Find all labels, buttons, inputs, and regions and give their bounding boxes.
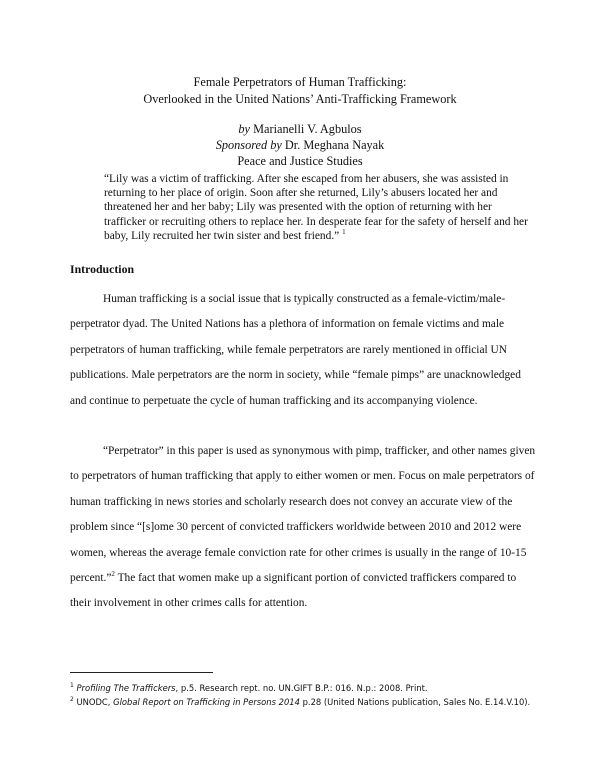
- by-label: by: [238, 122, 250, 136]
- sponsor-label: Sponsored by: [215, 138, 282, 152]
- body-paragraph-2: [70, 439, 538, 617]
- author-line: [0, 121, 600, 137]
- sponsor-name: Dr. Meghana Nayak: [284, 138, 385, 152]
- footnote-2-source: UNODC,: [76, 697, 114, 707]
- footnote-1: [70, 683, 550, 694]
- title-line-2: Overlooked in the United Nations’ Anti-Trafficking Framework: [143, 92, 457, 106]
- footnote-2-marker: 2: [70, 696, 74, 704]
- sponsor-line: [0, 137, 600, 153]
- footnote-2: [70, 697, 550, 708]
- footnote-1-title: Profiling The Traffickers: [76, 683, 176, 693]
- footnote-ref-2[interactable]: 2: [111, 570, 115, 579]
- epigraph-text: “Lily was a victim of trafficking. After she escaped from her abusers, she was assisted in returning to her place of origin. Soon after she returned, Lily’s abusers located her and threatened her and her baby; Lily was presented with the option of returning with her trafficker or recruiting others to replace her. In desperate fear for the safety of herself and her baby, Lily recruited her twin sister and best friend.”: [104, 173, 528, 242]
- title-line-1: Female Perpetrators of Human Trafficking:: [193, 75, 407, 89]
- section-heading-introduction: Introduction: [70, 262, 135, 276]
- footnote-1-marker: 1: [70, 682, 74, 690]
- footnote-divider: [70, 672, 213, 673]
- footnote-ref-1[interactable]: 1: [342, 228, 346, 237]
- program-name: Peace and Justice Studies: [237, 154, 363, 168]
- byline: [0, 121, 600, 169]
- footnote-1-citation: , p.5. Research rept. no. UN.GIFT B.P.: 016. N.p.: 2008. Print.: [175, 683, 428, 693]
- paragraph-2-text-a: “Perpetrator” in this paper is used as synonymous with pimp, trafficker, and other names given to perpetrators of human trafficking that apply to either women or men. Focus on male perpetrators of human trafficking in news stories and scholarly research does not convey an accurate view of the problem since “[s]ome 30 percent of convicted traffickers worldwide between 2010 and 2012 were women, whereas the average female conviction rate for other crimes is usually in the range of 10-15 percent.”: [70, 445, 536, 585]
- paper-title: [0, 74, 600, 108]
- paragraph-2-text-b: The fact that women make up a significant portion of convicted traffickers compared to their involvement in other crimes calls for attention.: [70, 572, 517, 610]
- footnote-2-title: Global Report on Trafficking in Persons 2014: [113, 697, 300, 707]
- author-name: Marianelli V. Agbulos: [253, 122, 362, 136]
- epigraph-quote: [104, 172, 534, 243]
- body-paragraph-1: Human trafficking is a social issue that is typically constructed as a female-victim/male-perpetrator dyad. The United Nations has a plethora of information on female victims and male perpetrators of human trafficking, while female perpetrators are rarely mentioned in official UN publications. Male perpetrators are the norm in society, while “female pimps” are unacknowledged and continue to perpetuate the cycle of human trafficking and its accompanying violence.: [70, 293, 521, 407]
- footnote-2-citation: p.28 (United Nations publication, Sales No. E.14.V.10).: [299, 697, 531, 707]
